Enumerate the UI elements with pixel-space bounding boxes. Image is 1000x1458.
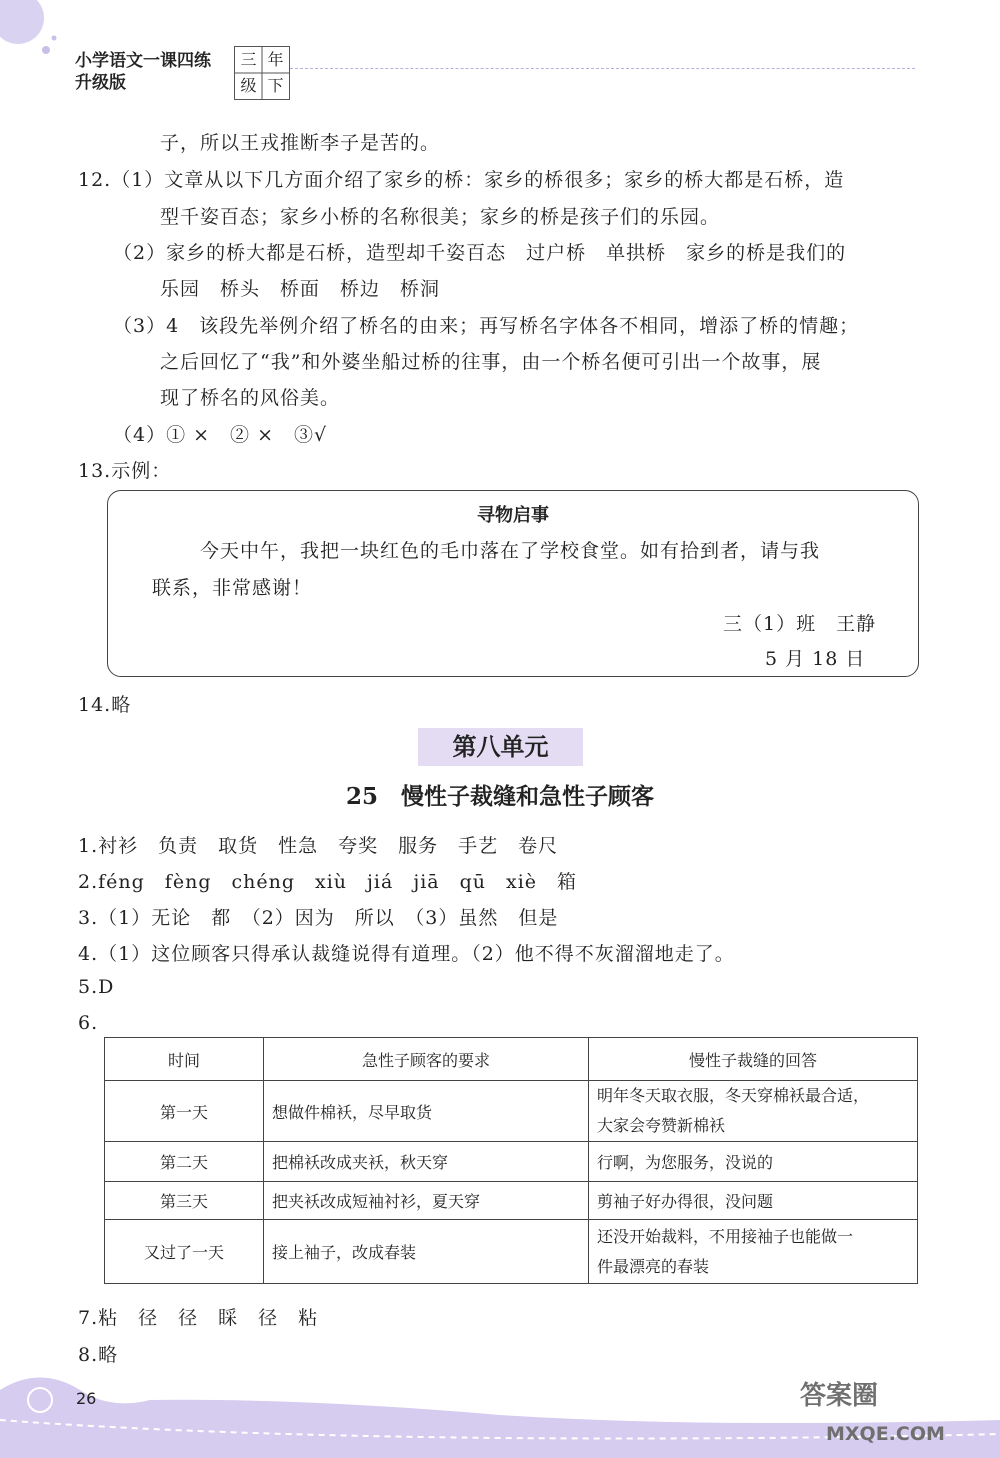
unit-title: 第八单元 <box>452 733 549 761</box>
table-cell: 第一天 <box>105 1081 264 1142</box>
answer-line: 之后回忆了“我”和外婆坐船过桥的往事，由一个桥名便可引出一个故事，展 <box>160 351 822 373</box>
answer-line: 6. <box>78 1012 99 1034</box>
series-line-1: 小学语文一课四练 <box>75 51 211 71</box>
lesson-title: 25 慢性子裁缝和急性子顾客 <box>345 783 654 810</box>
table-cell: 把棉袄改成夹袄，秋天穿 <box>264 1142 589 1182</box>
answer-line: 现了桥名的风俗美。 <box>160 387 341 409</box>
grade-cell: 三 <box>240 50 257 69</box>
table-header-cell: 时间 <box>105 1038 264 1081</box>
answer-line: 5.D <box>78 976 115 998</box>
table-cell <box>589 1081 918 1142</box>
watermark-url: MXQE.COM <box>826 1423 945 1445</box>
answer-table <box>104 1037 918 1284</box>
notice-title: 寻物启事 <box>477 505 549 526</box>
table-row <box>105 1142 918 1182</box>
answer-line: 4.（1）这位顾客只得承认裁缝说得有道理。（2）他不得不灰溜溜地走了。 <box>78 943 735 965</box>
table-cell: 行啊，为您服务，没说的 <box>589 1142 918 1182</box>
answer-line: 型千姿百态；家乡小桥的名称很美；家乡的桥是孩子们的乐园。 <box>160 206 721 228</box>
table-cell: 又过了一天 <box>105 1220 264 1284</box>
table-row <box>105 1220 918 1284</box>
table-row <box>105 1081 918 1142</box>
answer-line: 13.示例： <box>78 460 172 482</box>
table-header-row <box>105 1038 918 1081</box>
table-cell-line: 明年冬天取衣服，冬天穿棉袄最合适， <box>597 1086 870 1105</box>
table-cell: 第二天 <box>105 1142 264 1182</box>
notice-body-line: 今天中午，我把一块红色的毛巾落在了学校食堂。如有拾到者，请与我 <box>200 540 821 562</box>
table-header-cell: 急性子顾客的要求 <box>264 1038 589 1081</box>
book-series-title <box>75 50 211 94</box>
notice-body-line: 联系，非常感谢！ <box>152 577 313 599</box>
table-cell <box>589 1220 918 1284</box>
answer-line: （3）4 该段先举例介绍了桥名的由来；再写桥名字体各不相同，增添了桥的情趣； <box>113 315 860 337</box>
grade-cell: 下 <box>267 76 284 95</box>
table-cell: 把夹袄改成短袖衬衫，夏天穿 <box>264 1182 589 1220</box>
notice-signature: 三（1）班 王静 <box>723 613 877 635</box>
table-cell: 剪袖子好办得很，没问题 <box>589 1182 918 1220</box>
answer-line: 7.粘 径 径 睬 径 粘 <box>78 1307 319 1329</box>
table-cell: 想做件棉袄，尽早取货 <box>264 1081 589 1142</box>
answer-line: （2）家乡的桥大都是石桥，造型却千姿百态 过户桥 单拱桥 家乡的桥是我们的 <box>113 242 847 264</box>
answer-line: （4）① × ② × ③√ <box>113 424 328 446</box>
grade-cell: 年 <box>267 50 284 69</box>
watermark-logo: 答案圈 <box>800 1381 879 1411</box>
table-cell-line: 件最漂亮的春装 <box>597 1256 710 1276</box>
table-cell-line: 大家会夸赞新棉袄 <box>597 1116 726 1135</box>
answer-line: 1.衬衫 负责 取货 性急 夸奖 服务 手艺 卷尺 <box>78 835 559 857</box>
answer-line: 子，所以王戎推断李子是苦的。 <box>160 132 441 154</box>
header-divider <box>290 68 915 69</box>
series-line-2: 升级版 <box>75 73 126 93</box>
answer-line: 3.（1）无论 都 （2）因为 所以 （3）虽然 但是 <box>78 907 559 929</box>
grade-box <box>234 46 290 100</box>
table-cell-line: 还没开始裁料，不用接袖子也能做一 <box>597 1226 854 1246</box>
table-row <box>105 1182 918 1220</box>
notice-date: 5 月 18 日 <box>765 648 866 670</box>
grade-cell: 级 <box>240 76 257 95</box>
lost-item-notice <box>107 490 919 677</box>
table-cell: 接上袖子，改成春装 <box>264 1220 589 1284</box>
answer-line: 12.（1）文章从以下几方面介绍了家乡的桥：家乡的桥很多；家乡的桥大都是石桥，造 <box>78 169 845 191</box>
page-number: 26 <box>76 1389 97 1408</box>
answer-line: 14.略 <box>78 694 132 716</box>
answer-line: 乐园 桥头 桥面 桥边 桥洞 <box>160 278 441 300</box>
answer-line: 2.féng fèng chéng xiù jiá jiā qū xiè 箱 <box>78 871 578 893</box>
table-cell: 第三天 <box>105 1182 264 1220</box>
header-decoration-icon <box>0 0 60 60</box>
answer-line: 8.略 <box>78 1344 119 1366</box>
table-header-cell: 慢性子裁缝的回答 <box>589 1038 918 1081</box>
